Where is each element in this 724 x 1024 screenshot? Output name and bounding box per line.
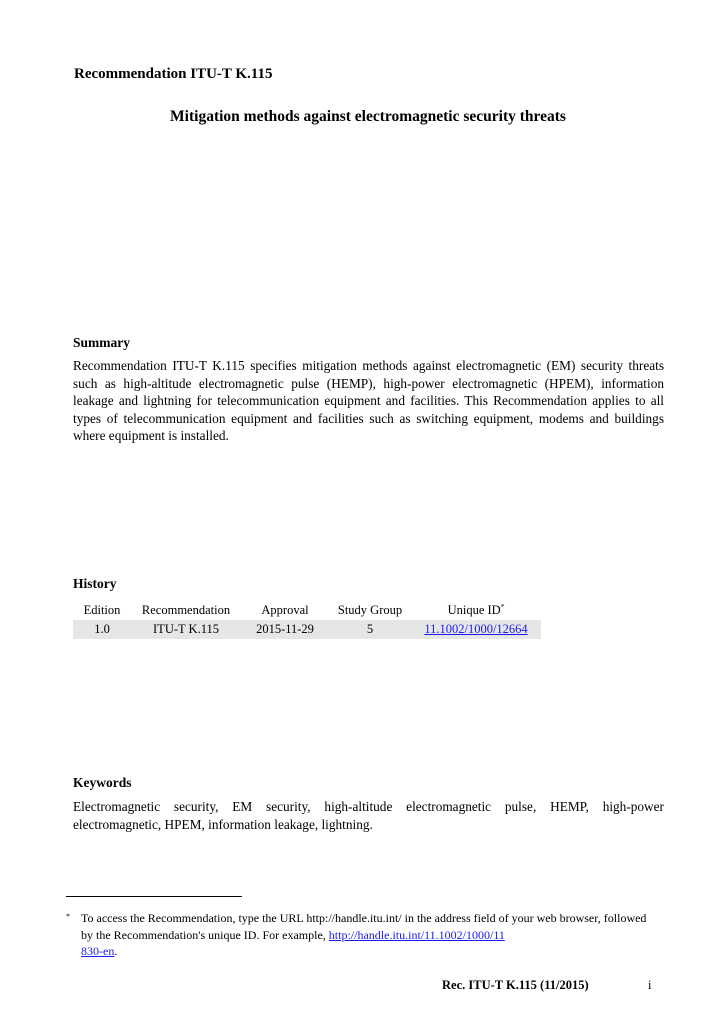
- keywords-heading: Keywords: [73, 775, 132, 790]
- footnote-link-part1: http://handle.itu.int/11.1002/1000/11: [328, 927, 505, 942]
- keywords-paragraph: Electromagnetic security, EM security, high-altitude electromagnetic pulse, HEMP, high-power electromagnetic, HPEM, information leakage, lightning.: [73, 799, 664, 832]
- history-heading: History: [73, 576, 117, 591]
- unique-id-footnote-marker[interactable]: *: [500, 601, 505, 611]
- col-approval-header: Approval: [261, 602, 309, 617]
- history-table: [73, 600, 541, 639]
- footnote-end: .: [114, 944, 118, 958]
- cell-recommendation: ITU-T K.115: [131, 620, 241, 639]
- cell-approval: 2015-11-29: [241, 620, 329, 639]
- footnote-separator: [66, 896, 242, 897]
- col-edition-header: Edition: [83, 602, 121, 617]
- summary-text: [73, 357, 664, 445]
- keywords-text: [73, 798, 664, 833]
- footnote-link-part2: 830-en: [81, 944, 115, 958]
- cell-unique-id: [411, 620, 541, 639]
- footnote-text: [81, 910, 661, 960]
- cell-edition: 1.0: [73, 620, 131, 639]
- page-number: i: [648, 978, 652, 992]
- unique-id-label: Unique ID: [447, 602, 501, 617]
- summary-heading: Summary: [73, 335, 130, 350]
- col-unique-id-header: [411, 600, 541, 620]
- document-title: Mitigation methods against electromagnetic security threats: [170, 108, 566, 125]
- cell-study-group: 5: [329, 620, 411, 639]
- footnote-marker: *: [66, 912, 70, 921]
- footer-recommendation-label: Rec. ITU-T K.115 (11/2015): [442, 978, 589, 992]
- footnote-body: To access the Recommendation, type the URL http://handle.itu.int/ in the address field of your web browser, followed by the Recommendation's unique ID. For example,: [81, 911, 647, 942]
- history-header-row: [73, 600, 541, 620]
- summary-paragraph: Recommendation ITU-T K.115 specifies mitigation methods against electromagnetic (EM) security threats such as high-altitude electromagnetic pulse (HEMP), high-power electromagnetic (HPEM), information leakage and lightning for telecommunication equipment and facilities. This Recommendation applies to all types of telecommunication equipment and facilities such as switching equipment, modems and buildings where equipment is installed.: [73, 358, 664, 444]
- history-row: [73, 620, 541, 639]
- col-recommendation-header: Recommendation: [141, 602, 231, 617]
- recommendation-heading: Recommendation ITU-T K.115: [74, 66, 273, 82]
- col-study-group-header: Study Group: [337, 602, 403, 617]
- unique-id-link[interactable]: 11.1002/1000/12664: [424, 622, 528, 636]
